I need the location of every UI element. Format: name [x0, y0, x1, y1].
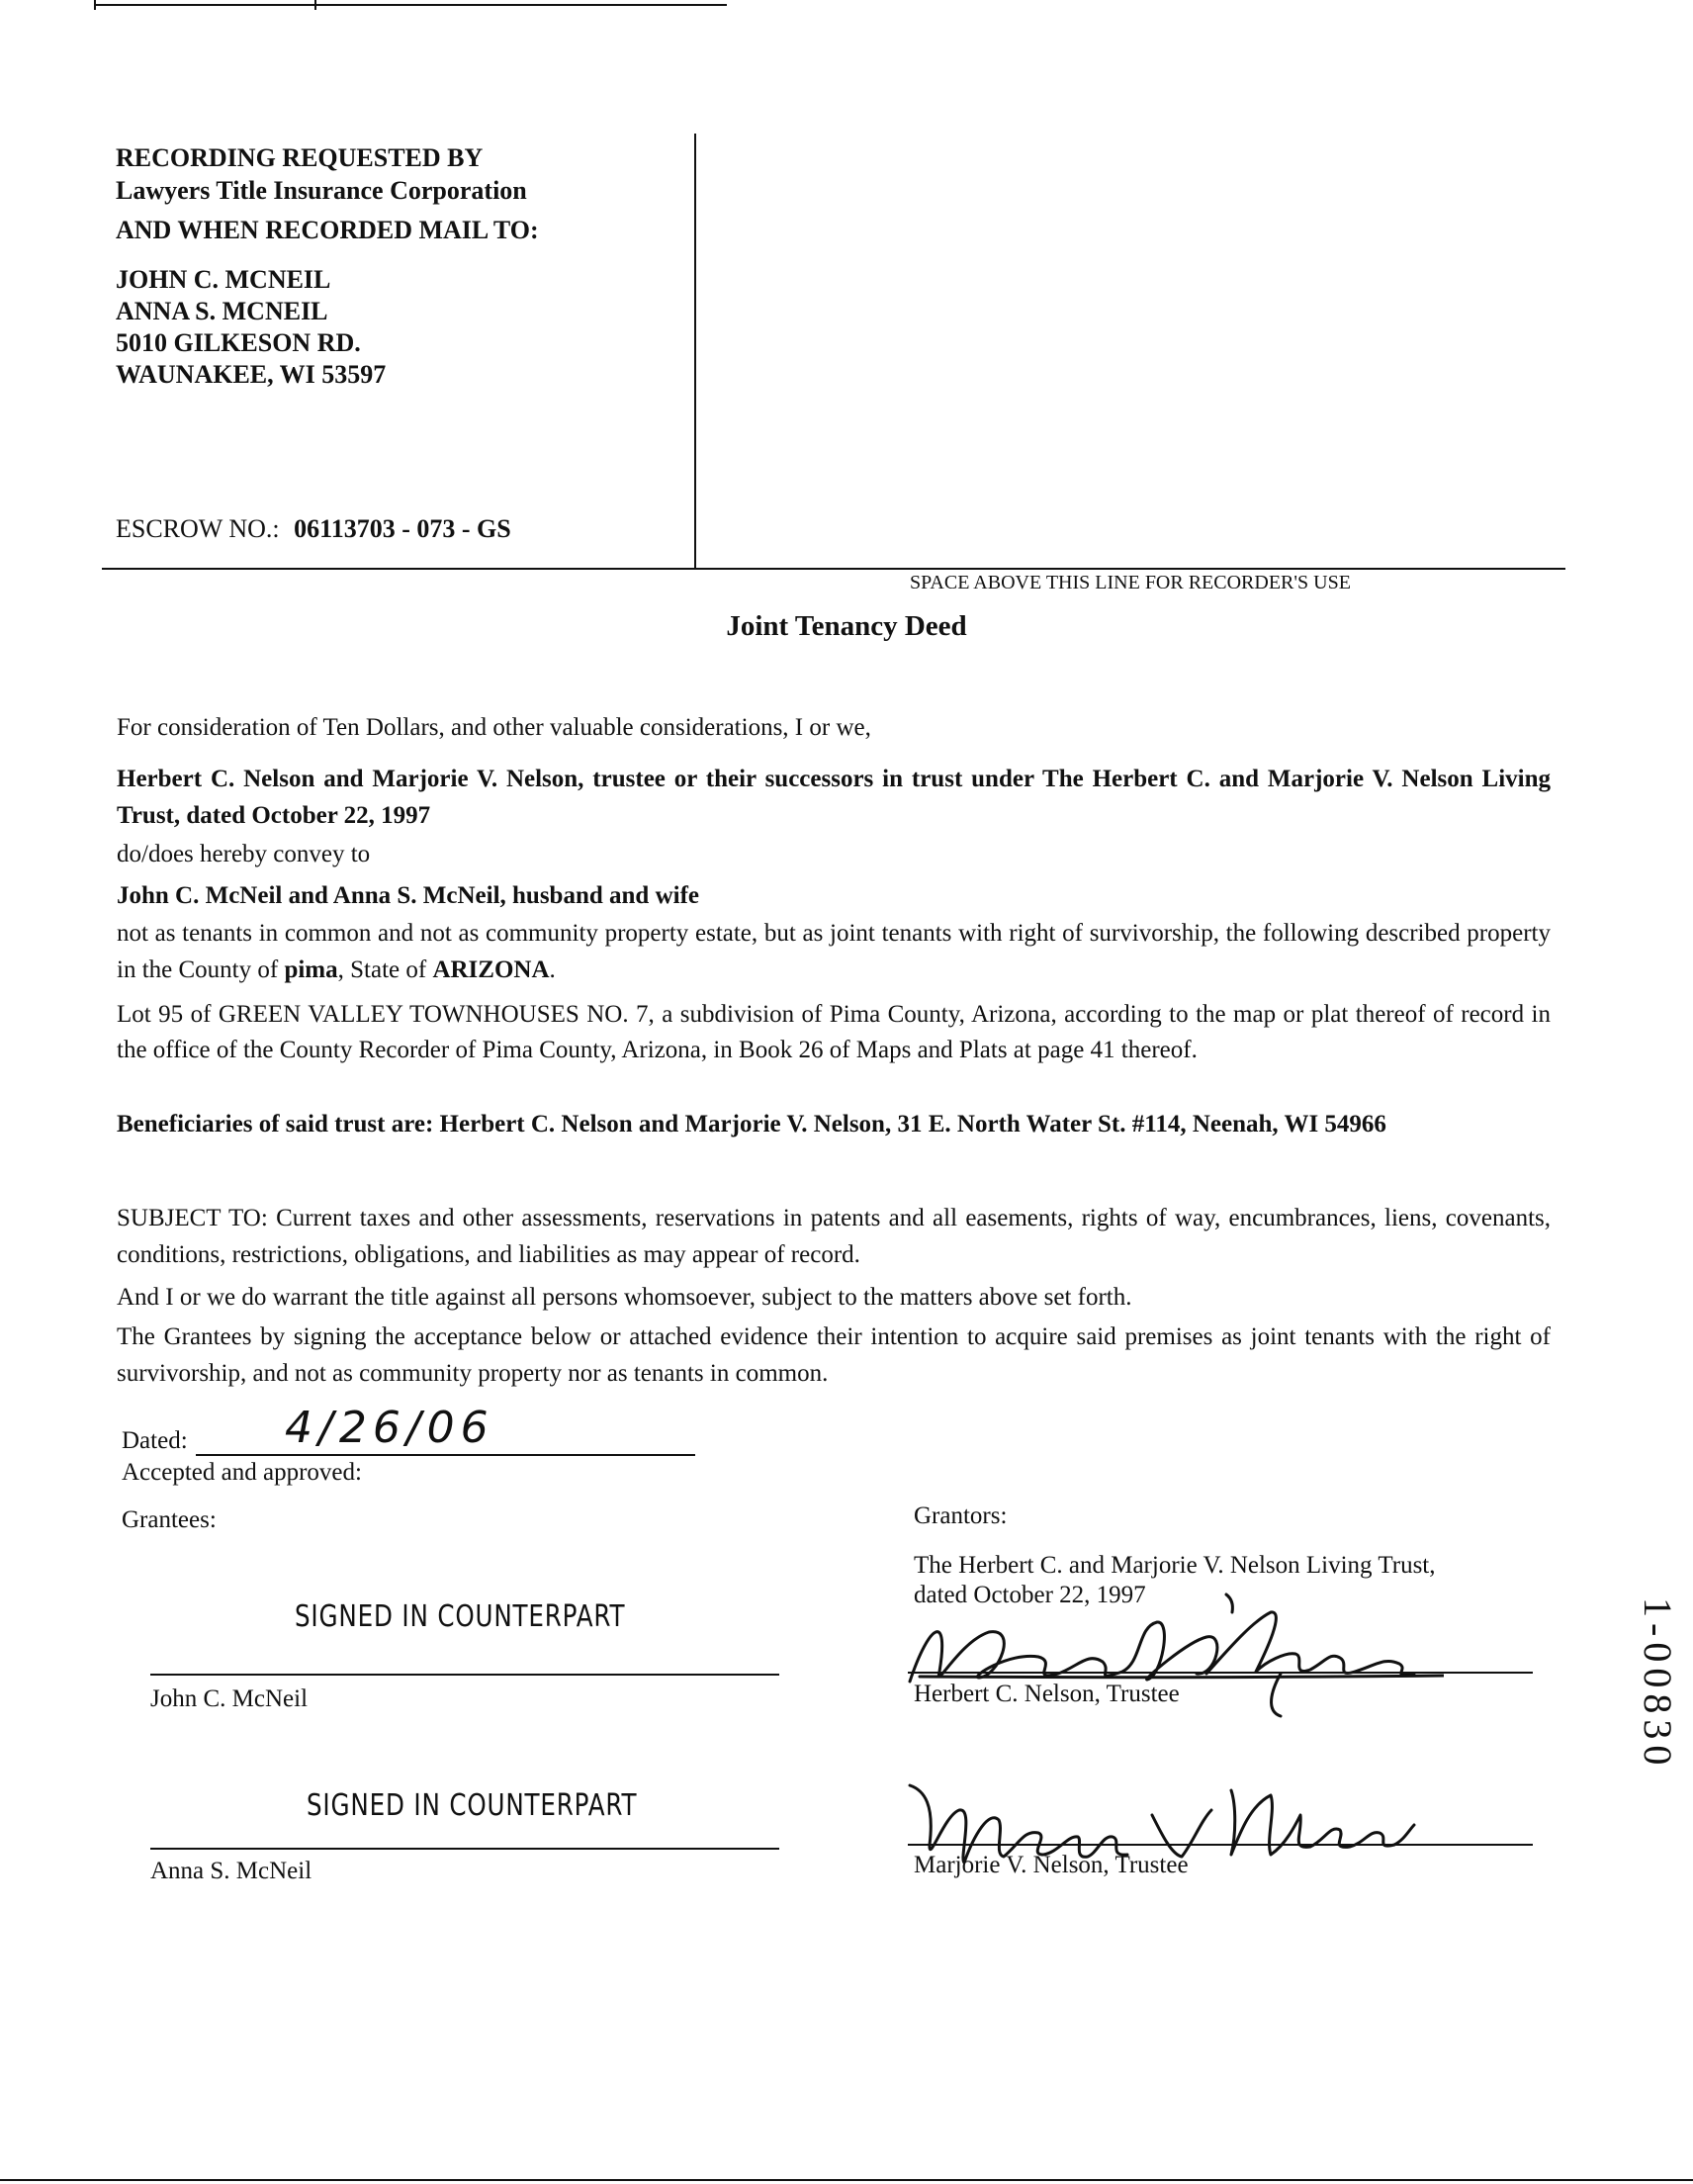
consideration-text: For consideration of Ten Dollars, and other valuable considerations, I or we,	[117, 714, 871, 741]
acceptance-text: The Grantees by signing the acceptance below or attached evidence their intention to acquire said premises as joint tenants with the right of survivorship, and not as community property nor as tenants in common.	[117, 1323, 1551, 1387]
subject-to-text: SUBJECT TO: Current taxes and other assessments, reservations in patents and all easements, rights of way, encumbrances, liens, covenants, conditions, restrictions, obligations, and liabilities as may appear of record.	[117, 1205, 1551, 1268]
document-title: Joint Tenancy Deed	[726, 610, 967, 642]
mail-to-label: AND WHEN RECORDED MAIL TO:	[116, 216, 539, 244]
escrow-label: ESCROW NO.:	[116, 514, 280, 543]
top-edge-line	[94, 4, 727, 6]
tenancy-text	[117, 915, 1551, 988]
grantors-text: Herbert C. Nelson and Marjorie V. Nelson, trustee or their successors in trust under The Herbert C. and Marjorie V. Nelson Living Trust, dated October 22, 1997	[117, 766, 1551, 829]
escrow-number: 06113703 - 073 - GS	[294, 514, 511, 543]
bottom-edge-line	[0, 2179, 1693, 2181]
escrow-row	[116, 514, 511, 544]
header-divider-vertical	[694, 134, 696, 570]
top-edge-tick	[94, 0, 96, 10]
convey-text: do/does hereby convey to	[117, 841, 371, 867]
dated-label: Dated:	[122, 1427, 188, 1454]
grantor-2-name: Marjorie V. Nelson, Trustee	[914, 1852, 1189, 1878]
title-company: Lawyers Title Insurance Corporation	[116, 176, 527, 205]
grantee-1-signature-line	[150, 1674, 779, 1676]
mail-to-line-1: JOHN C. MCNEIL	[116, 265, 331, 294]
grantees-label: Grantees:	[122, 1506, 217, 1533]
grantee-1-name: John C. McNeil	[150, 1685, 309, 1712]
accepted-approved: Accepted and approved:	[122, 1459, 362, 1486]
grantor-1-name: Herbert C. Nelson, Trustee	[914, 1681, 1180, 1707]
mail-to-line-2: ANNA S. MCNEIL	[116, 297, 328, 325]
trust-date: dated October 22, 1997	[914, 1582, 1146, 1608]
margin-document-id: 1-00830	[1636, 1597, 1680, 1772]
warranty-text: And I or we do warrant the title against all persons whomsoever, subject to the matters above set forth.	[117, 1284, 1132, 1311]
tenancy-prefix: not as tenants in common and not as community property estate, but as joint tenants with right of survivorship, the following described property in the County of	[117, 920, 1551, 983]
grantee-2-signature-line	[150, 1848, 779, 1850]
recording-requested-by: RECORDING REQUESTED BY	[116, 143, 484, 172]
recorder-note: SPACE ABOVE THIS LINE FOR RECORDER'S USE	[910, 572, 1351, 593]
beneficiaries-text: Beneficiaries of said trust are: Herbert C. Nelson and Marjorie V. Nelson, 31 E. North Water St. #114, Neenah, WI 54966	[117, 1111, 1386, 1138]
state-name: ARIZONA	[432, 956, 550, 983]
dated-value: 4/26/06	[285, 1403, 494, 1453]
grantee-2-name: Anna S. McNeil	[150, 1858, 312, 1884]
trust-name: The Herbert C. and Marjorie V. Nelson Living Trust,	[914, 1552, 1436, 1579]
mail-to-line-3: 5010 GILKESON RD.	[116, 328, 361, 357]
mail-to-line-4: WAUNAKEE, WI 53597	[116, 360, 387, 389]
county-name: pima	[284, 956, 338, 983]
grantor-2-signature-line	[908, 1844, 1533, 1846]
grantor-1-signature-line	[908, 1672, 1533, 1674]
recorder-space-line	[102, 568, 1565, 570]
grantors-label: Grantors:	[914, 1502, 1008, 1529]
grantees-text: John C. McNeil and Anna S. McNeil, husband and wife	[117, 882, 700, 909]
grantee-2-counterpart-stamp: SIGNED IN COUNTERPART	[307, 1788, 638, 1823]
state-suffix: .	[549, 956, 556, 983]
legal-description: Lot 95 of GREEN VALLEY TOWNHOUSES NO. 7, a subdivision of Pima County, Arizona, according to the map or plat thereof of record in the office of the County Recorder of Pima County, Arizona, in Book 26 of Maps and Plats at page 41 thereof.	[117, 1001, 1551, 1063]
top-edge-tick-2	[314, 0, 316, 10]
state-prefix: , State of	[337, 956, 433, 983]
grantee-1-counterpart-stamp: SIGNED IN COUNTERPART	[295, 1599, 626, 1634]
